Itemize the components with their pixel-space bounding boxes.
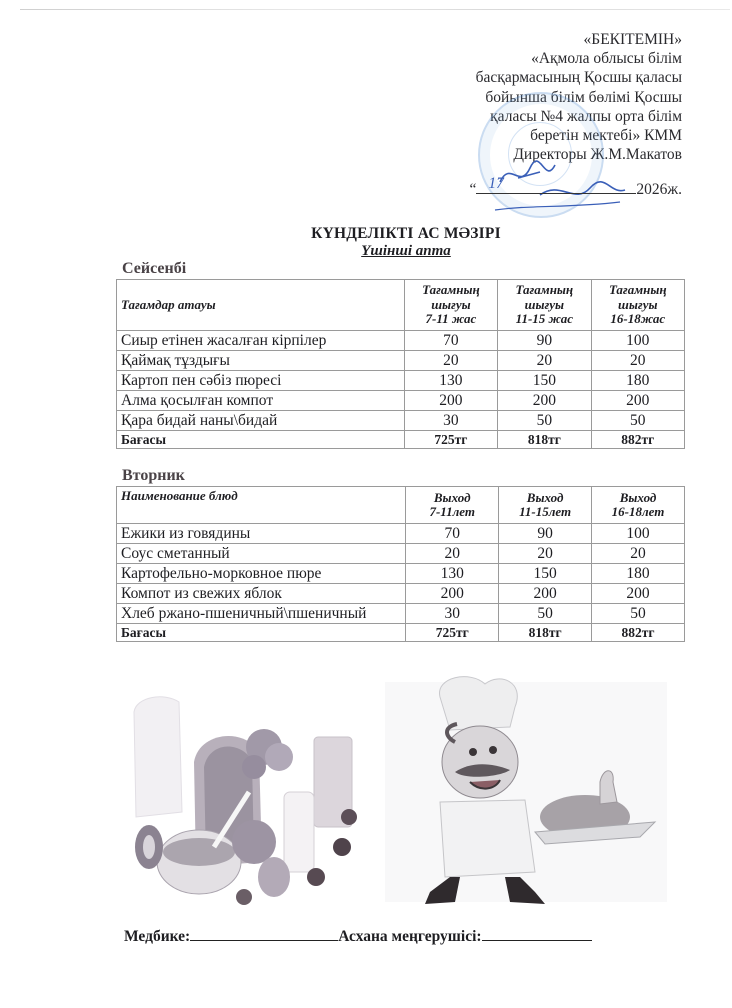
portion-value: 150 bbox=[499, 564, 592, 584]
price-value: 818тг bbox=[498, 431, 591, 449]
portion-value: 130 bbox=[404, 371, 497, 391]
date-year: 2026ж. bbox=[636, 181, 682, 198]
column-header: Тағамның шығуы 7-11 жас bbox=[404, 280, 497, 331]
portion-value: 20 bbox=[592, 544, 685, 564]
dish-name: Ежики из говядины bbox=[117, 524, 406, 544]
price-value: 818тг bbox=[499, 624, 592, 642]
table-row bbox=[117, 411, 685, 431]
portion-value: 150 bbox=[498, 371, 591, 391]
table-row bbox=[117, 544, 685, 564]
table-row bbox=[117, 371, 685, 391]
column-header: Выход 7-11лет bbox=[406, 487, 499, 524]
dish-name: Картофельно-морковное пюре bbox=[117, 564, 406, 584]
table-row bbox=[117, 584, 685, 604]
table-header-row bbox=[117, 487, 685, 524]
price-row bbox=[117, 624, 685, 642]
page-top-edge bbox=[20, 9, 730, 10]
director-line: Директоры Ж.М.Макатов bbox=[513, 146, 682, 164]
chef-with-roast-chicken-illustration bbox=[385, 672, 667, 908]
price-label: Бағасы bbox=[117, 624, 406, 642]
dish-name: Сиыр етінен жасалған кірпілер bbox=[117, 331, 405, 351]
price-value: 725тг bbox=[404, 431, 497, 449]
canteen-manager-signature-field[interactable] bbox=[482, 927, 592, 941]
approval-line: «БЕКІТЕМІН» bbox=[583, 31, 682, 48]
portion-value: 70 bbox=[404, 331, 497, 351]
approval-line: қаласы №4 жалпы орта білім bbox=[490, 107, 682, 125]
portion-value: 200 bbox=[592, 584, 685, 604]
portion-value: 200 bbox=[499, 584, 592, 604]
canteen-manager-label: Асхана меңгерушісі: bbox=[338, 928, 482, 945]
price-label: Бағасы bbox=[117, 431, 405, 449]
table-header-row bbox=[117, 280, 685, 331]
portion-value: 200 bbox=[498, 391, 591, 411]
portion-value: 50 bbox=[591, 411, 684, 431]
portion-value: 30 bbox=[404, 411, 497, 431]
portion-value: 200 bbox=[591, 391, 684, 411]
portion-value: 100 bbox=[591, 331, 684, 351]
menu-table-tuesday-kz bbox=[116, 279, 685, 449]
dish-name: Хлеб ржано-пшеничный\пшеничный bbox=[117, 604, 406, 624]
column-header: Тағамның шығуы 16-18жас bbox=[591, 280, 684, 331]
nurse-signature-field[interactable] bbox=[190, 927, 338, 941]
nurse-label: Медбике: bbox=[124, 928, 191, 945]
day-heading: Сейсенбі bbox=[122, 260, 187, 277]
portion-value: 50 bbox=[499, 604, 592, 624]
column-header: Тағамның шығуы 11-15 жас bbox=[498, 280, 591, 331]
approval-line: «Ақмола облысы білім bbox=[531, 50, 682, 68]
column-header: Выход 16-18лет bbox=[592, 487, 685, 524]
approval-line: бойынша білім бөлімі Қосшы bbox=[485, 88, 682, 106]
document-title: КҮНДЕЛІКТІ АС МӘЗІРІ bbox=[311, 225, 501, 242]
day-heading: Вторник bbox=[122, 467, 185, 484]
portion-value: 90 bbox=[498, 331, 591, 351]
approval-line: беретін мектебі» КММ bbox=[530, 127, 682, 145]
table-row bbox=[117, 524, 685, 544]
portion-value: 50 bbox=[498, 411, 591, 431]
portion-value: 20 bbox=[498, 351, 591, 371]
column-header: Выход 11-15лет bbox=[499, 487, 592, 524]
dish-name: Картоп пен сәбіз пюресі bbox=[117, 371, 405, 391]
menu-table-tuesday-ru bbox=[116, 486, 685, 642]
portion-value: 180 bbox=[592, 564, 685, 584]
approval-date: “ 17 2026ж. bbox=[469, 175, 682, 198]
price-value: 882тг bbox=[591, 431, 684, 449]
table-row bbox=[117, 351, 685, 371]
portion-value: 50 bbox=[592, 604, 685, 624]
dish-name: Компот из свежих яблок bbox=[117, 584, 406, 604]
portion-value: 100 bbox=[592, 524, 685, 544]
portion-value: 20 bbox=[404, 351, 497, 371]
portion-value: 20 bbox=[591, 351, 684, 371]
portion-value: 90 bbox=[499, 524, 592, 544]
table-row bbox=[117, 564, 685, 584]
dish-name: Қара бидай наны\бидай bbox=[117, 411, 405, 431]
table-row bbox=[117, 331, 685, 351]
portion-value: 30 bbox=[406, 604, 499, 624]
dish-name: Қаймақ тұздығы bbox=[117, 351, 405, 371]
signoff-line bbox=[124, 927, 592, 946]
portion-value: 70 bbox=[406, 524, 499, 544]
portion-value: 20 bbox=[406, 544, 499, 564]
table-row bbox=[117, 604, 685, 624]
portion-value: 180 bbox=[591, 371, 684, 391]
date-day: 17 bbox=[488, 175, 504, 192]
dish-name: Алма қосылған компот bbox=[117, 391, 405, 411]
column-header: Тағамдар атауы bbox=[117, 280, 405, 331]
document-subtitle: Үшінші апта bbox=[361, 243, 451, 259]
column-header: Наименование блюд bbox=[117, 487, 406, 524]
price-row bbox=[117, 431, 685, 449]
table-row bbox=[117, 391, 685, 411]
approval-line: басқармасының Қосшы қаласы bbox=[475, 69, 682, 87]
portion-value: 200 bbox=[404, 391, 497, 411]
portion-value: 130 bbox=[406, 564, 499, 584]
portion-value: 200 bbox=[406, 584, 499, 604]
price-value: 725тг bbox=[406, 624, 499, 642]
price-value: 882тг bbox=[592, 624, 685, 642]
portion-value: 20 bbox=[499, 544, 592, 564]
food-still-life-illustration bbox=[124, 672, 364, 908]
dish-name: Соус сметанный bbox=[117, 544, 406, 564]
